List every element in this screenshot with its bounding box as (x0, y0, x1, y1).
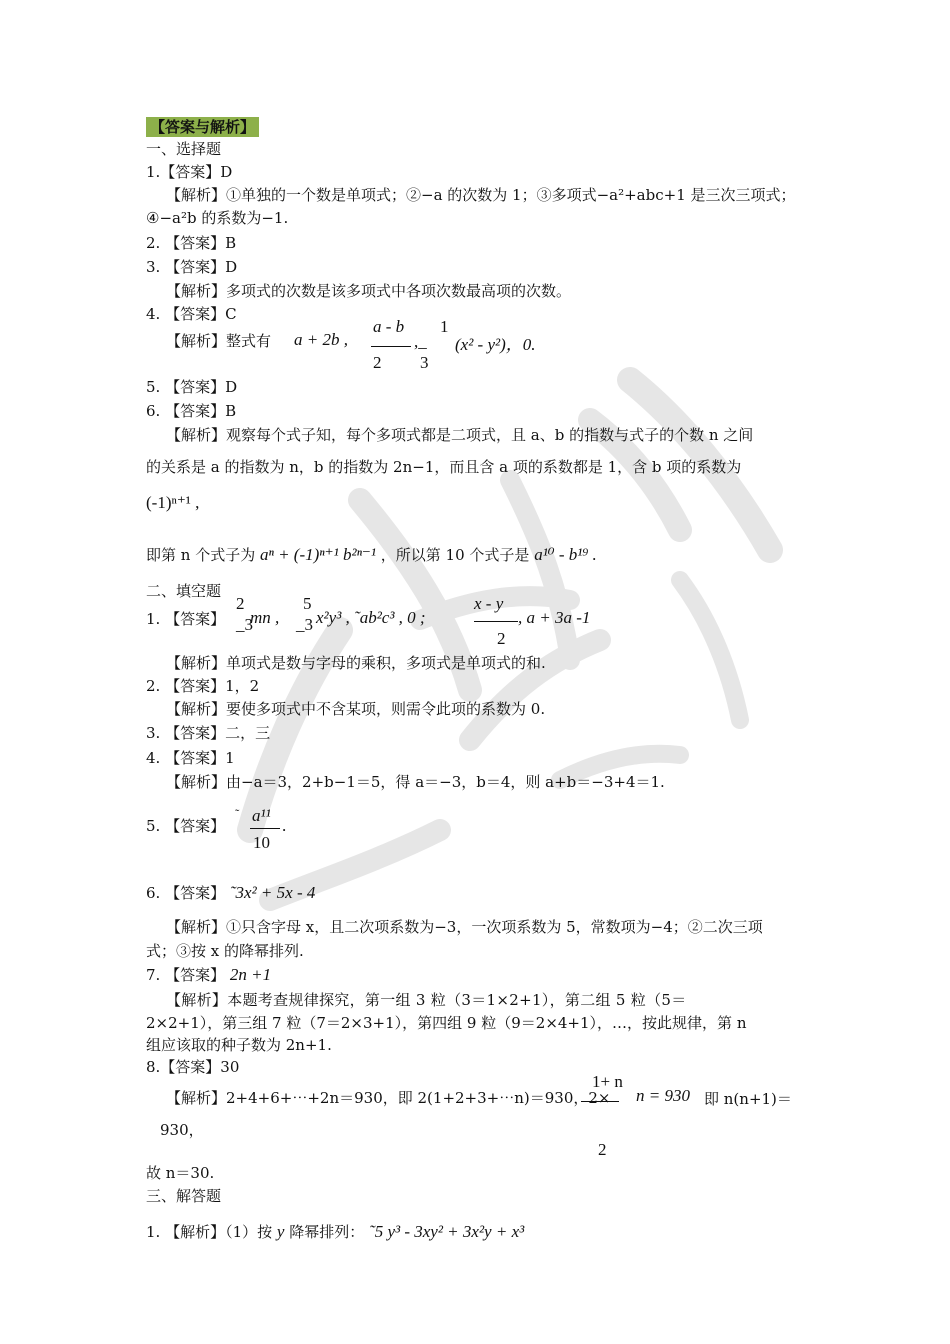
s1-q4-answer: 4. 【答案】C (146, 305, 237, 323)
s2-q3-answer: 3. 【答案】二，三 (146, 724, 271, 742)
s2-q6-answer (146, 883, 315, 903)
s2-q1-term-3: , a + 3a -1 (518, 608, 591, 627)
s1-q6-explanation-1: 【解析】观察每个式子知，每个多项式都是二项式，且 a、b 的指数与式子的个数 n 之间 (166, 426, 754, 444)
s1-q1-explanation-1: 【解析】①单独的一个数是单项式；②−a 的次数为 1；③多项式−a²+abc+1 是三次三项式； (166, 186, 796, 204)
s1-q4-explanation-prefix: 【解析】整式有 (166, 332, 272, 350)
s2-q4-answer: 4. 【答案】1 (146, 749, 235, 767)
s2-q1-frac-1-denominator: _3 (236, 615, 253, 634)
s2-q1-frac-2-numerator: 5 (303, 594, 312, 613)
s2-q6-explanation-1: 【解析】①只含字母 x，且二次项系数为−3，一次项系数为 5，常数项为−4；②二次三项 (166, 918, 763, 936)
s2-q6-answer-label: 6. 【答案】 (146, 884, 226, 902)
s2-q1-frac-2-denominator: _3 (296, 615, 313, 634)
section-1-title: 一、选择题 (146, 140, 222, 158)
s2-q8-explanation-3: 故 n＝30. (146, 1164, 215, 1182)
s2-q1-frac-3-numerator: x - y (474, 594, 504, 613)
s1-q3-explanation: 【解析】多项式的次数是该多项式中各项次数最高项的次数。 (166, 282, 572, 300)
s1-q4-explanation (166, 331, 271, 351)
s2-q7-explanation-3: 组应该取的种子数为 2n+1. (146, 1036, 332, 1054)
s1-q4-term-1: a + 2b , (294, 330, 348, 349)
s1-q3-answer: 3. 【答案】D (146, 258, 238, 276)
s2-q5-frac-denominator: 10 (253, 833, 270, 852)
s2-q7-explanation-2: 2×2+1），第三组 7 粒（7＝2×3+1），第四组 9 粒（9＝2×4+1），…，按此规律，第 n (146, 1014, 747, 1032)
s1-q6-exp4-expression-2: a¹⁰ - b¹⁹ . (534, 545, 597, 564)
s1-q5-answer: 5. 【答案】D (146, 378, 238, 396)
s1-q4-frac-a-numerator: a - b (373, 317, 405, 336)
s3-q1-explanation (146, 1222, 524, 1242)
s3-q1-prefix: 1. 【解析】（1）按 (146, 1223, 273, 1241)
s1-q6-explanation-4 (146, 545, 597, 565)
s2-q8-frac-denominator: 2 (598, 1140, 607, 1159)
s2-q2-explanation: 【解析】要使多项式中不含某项，则需令此项的系数为 0. (166, 700, 546, 718)
s2-q8-answer: 8.【答案】30 (146, 1058, 240, 1076)
s3-q1-variable: y (276, 1222, 285, 1241)
s2-q4-explanation: 【解析】由−a＝3，2+b−1＝5，得 a＝−3，b＝4，则 a+b＝−3+4＝1. (166, 773, 665, 791)
s2-q7-answer-label: 7. 【答案】 (146, 966, 226, 984)
section-3-title: 三、解答题 (146, 1187, 222, 1205)
s1-q1-answer: 1.【答案】D (146, 163, 233, 181)
s2-q8-explanation-1: 【解析】2+4+6+⋯+2n＝930，即 2(1+2+3+⋯n)＝930，2× (166, 1089, 611, 1107)
s1-q6-explanation-2: 的关系是 a 的指数为 n，b 的指数为 2n−1，而且含 a 项的系数都是 1，含 b 项的系数为 (146, 458, 742, 476)
s2-q7-answer (146, 965, 271, 985)
s3-q1-middle: 降幂排列： (289, 1223, 365, 1241)
s2-q6-explanation-2: 式；③按 x 的降幂排列. (146, 942, 304, 960)
s1-q6-answer: 6. 【答案】B (146, 402, 237, 420)
s1-q4-frac-a-bar (371, 346, 411, 347)
s2-q8-explanation-suffix: 即 n(n+1)＝ (704, 1090, 792, 1108)
s2-q5-frac-numerator: a¹¹ (252, 806, 271, 825)
s1-q6-exp4-expression: aⁿ + (-1)ⁿ⁺¹ b²ⁿ⁻¹ (259, 545, 376, 564)
s2-q8-explanation-2: 930， (160, 1121, 204, 1139)
section-2-title: 二、填空题 (146, 582, 222, 600)
s2-q7-explanation-1: 【解析】本题考查规律探究，第一组 3 粒（3＝1×2+1），第二组 5 粒（5＝ (166, 991, 687, 1009)
s1-q2-answer: 2. 【答案】B (146, 234, 237, 252)
s1-q4-frac-b-denominator: 3 (420, 353, 429, 372)
s1-q4-separator: ,_ (414, 332, 427, 351)
s2-q5-answer-label: 5. 【答案】 (146, 817, 226, 835)
s1-q4-frac-a-denominator: 2 (373, 353, 382, 372)
s2-q6-expression: ˜3x² + 5x - 4 (229, 883, 316, 902)
s1-q4-frac-b-numerator: 1 (440, 317, 449, 336)
s2-q1-explanation: 【解析】单项式是数与字母的乘积，多项式是单项式的和. (166, 654, 546, 672)
s2-q1-term-1: mn , (250, 608, 280, 627)
s2-q7-expression: 2n +1 (229, 965, 272, 984)
s1-q6-exp4-prefix: 即第 n 个式子为 (146, 546, 256, 564)
s2-q5-tilde: ˜ (235, 806, 240, 821)
s2-q1-answer-label: 1. 【答案】 (146, 610, 226, 628)
s1-q6-exp4-middle: ，所以第 10 个式子是 (380, 546, 530, 564)
s2-q8-frac-numerator: 1+ n (592, 1072, 623, 1091)
s1-q1-explanation-2: ④−a²b 的系数为−1. (146, 209, 289, 227)
s2-q1-frac-3-denominator: 2 (497, 629, 506, 648)
s3-q1-expression: ˜5 y³ - 3xy² + 3x²y + x³ (369, 1222, 525, 1241)
s2-q1-frac-3-bar (474, 621, 518, 622)
s1-q4-term-2: (x² - y²)，0. (455, 335, 536, 354)
s2-q1-term-2: x²y³ , ˜ab²c³ , 0 ; (316, 608, 426, 627)
answer-section-header: 【答案与解析】 (146, 117, 259, 137)
s2-q8-equation: n = 930 (636, 1086, 690, 1105)
s2-q5-frac-bar (250, 828, 280, 829)
s2-q5-period: . (282, 816, 287, 835)
s1-q6-explanation-3: (-1)ⁿ⁺¹ , (146, 493, 200, 512)
s2-q2-answer: 2. 【答案】1，2 (146, 677, 260, 695)
s2-q1-frac-1-numerator: 2 (236, 594, 245, 613)
s2-q8-frac-bar (581, 1101, 619, 1102)
